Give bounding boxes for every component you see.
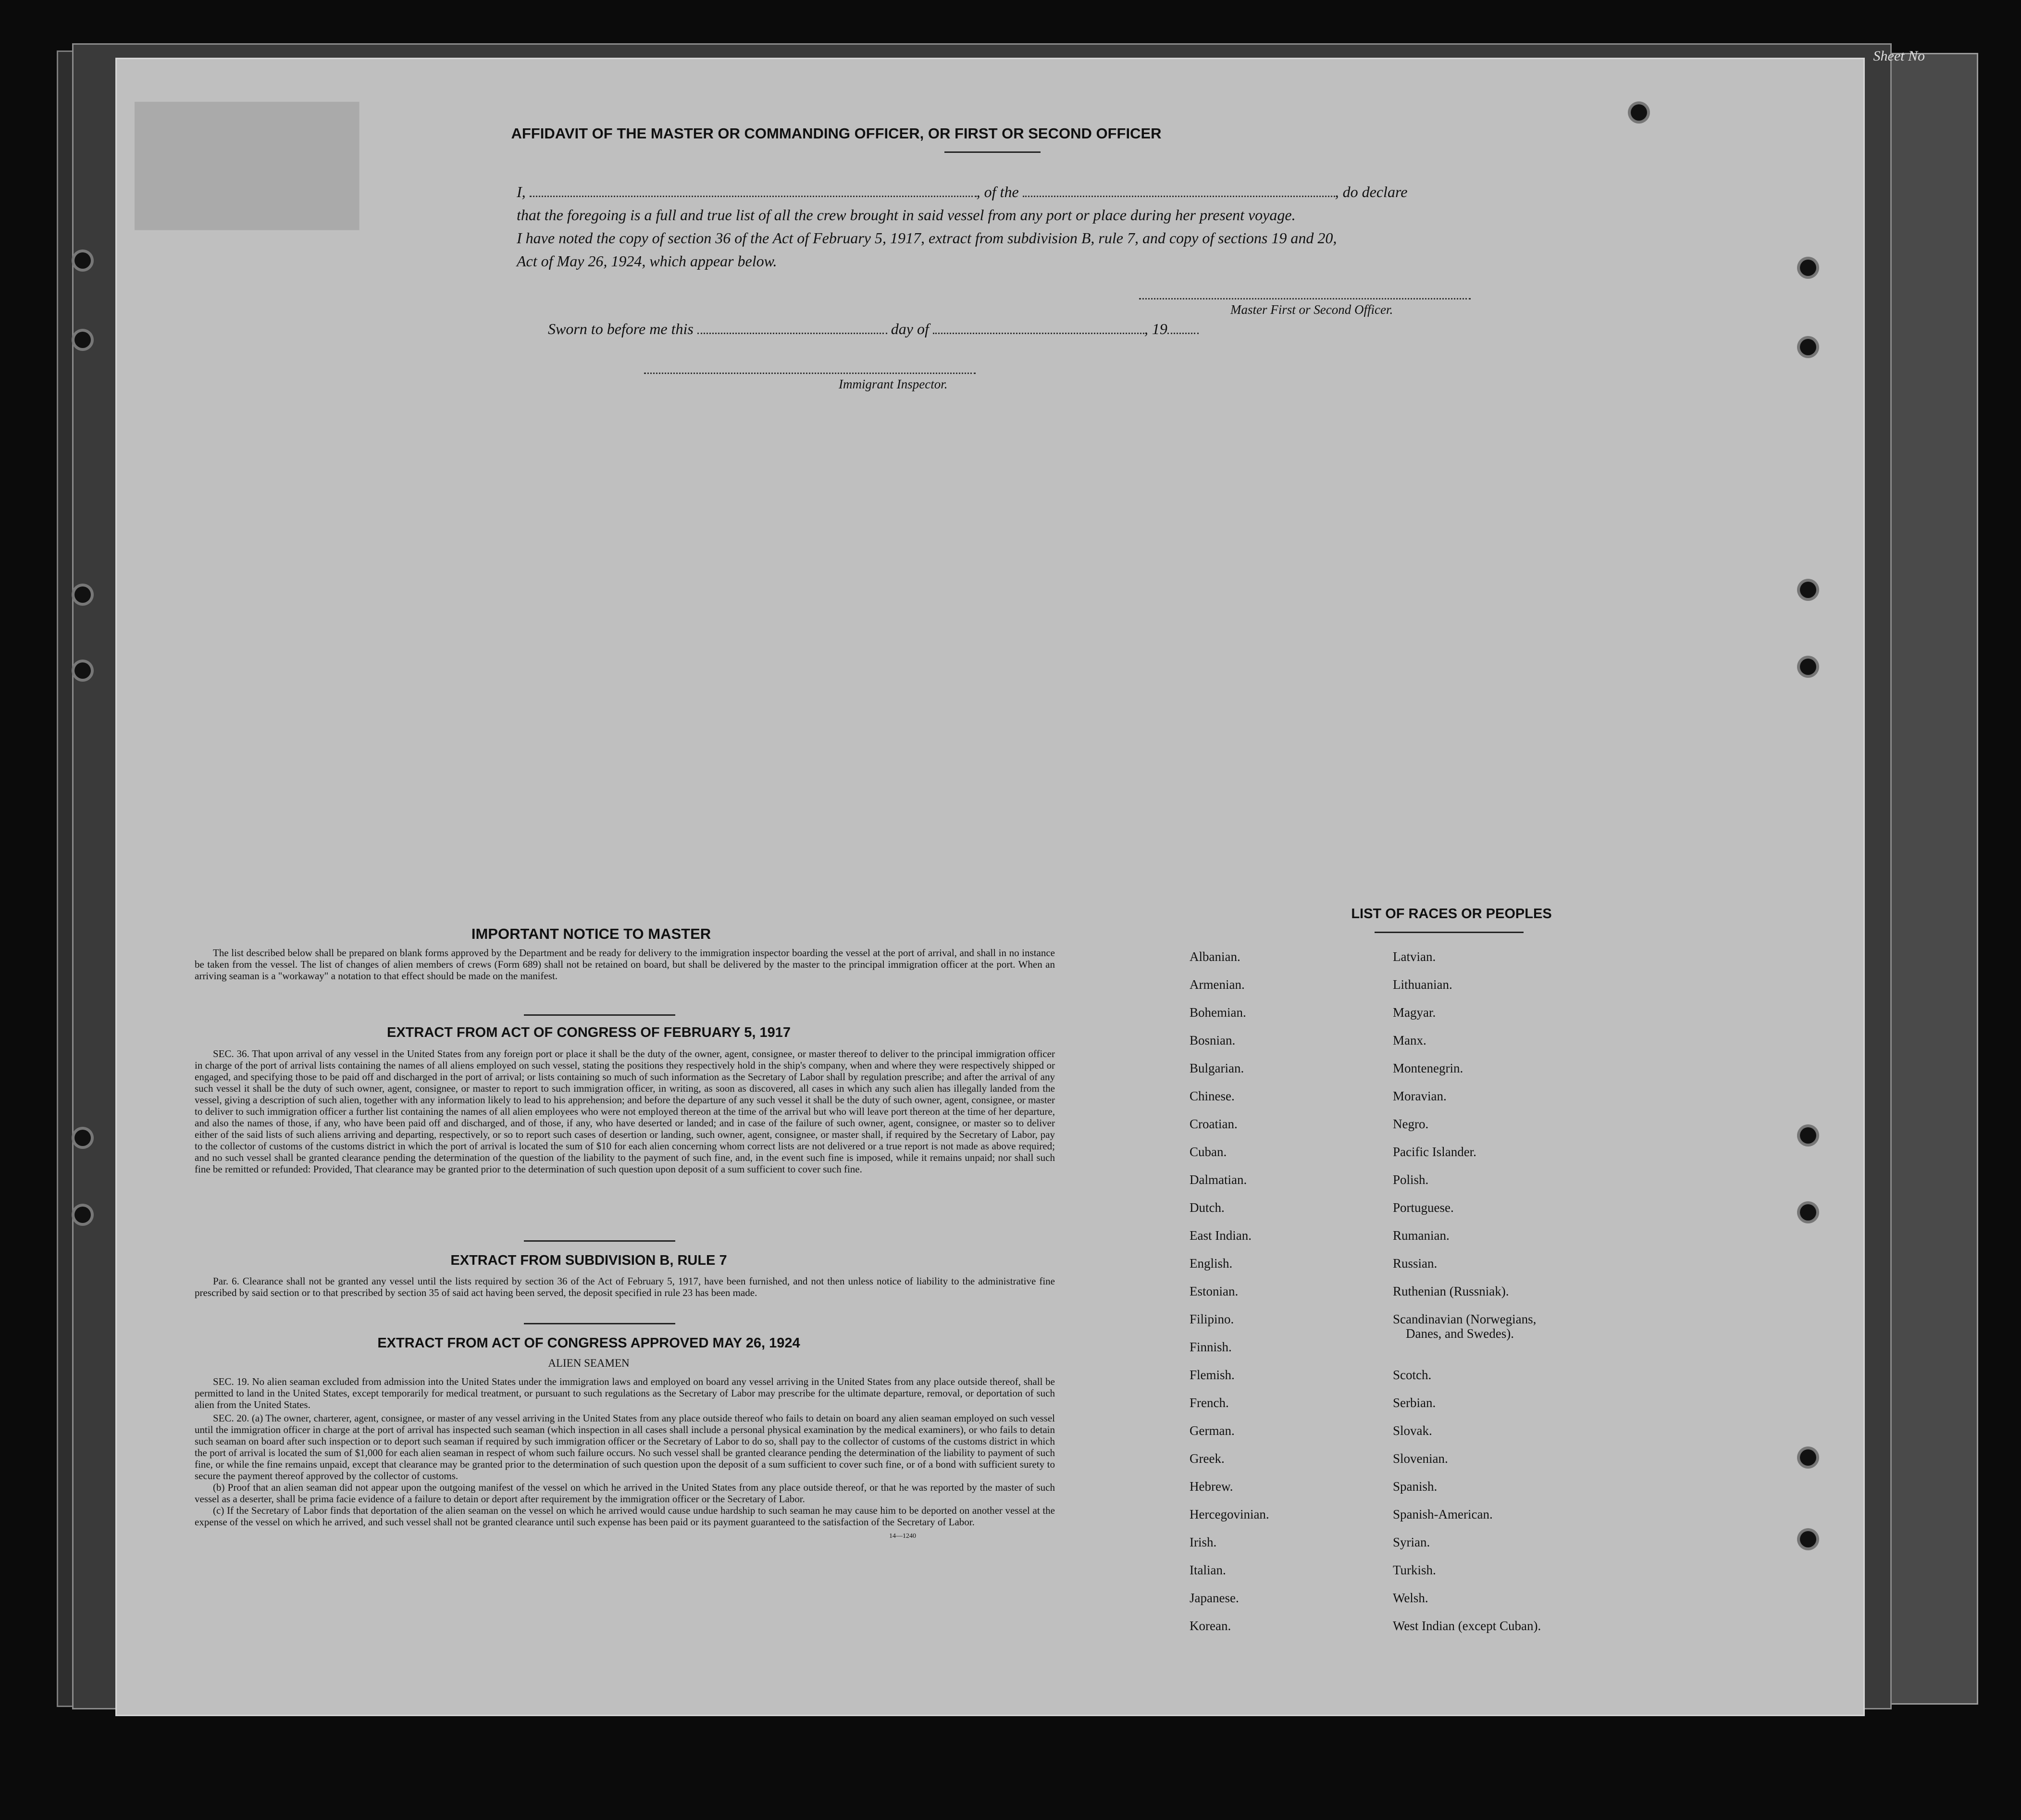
punch-hole xyxy=(74,1130,91,1146)
rule-7-title: EXTRACT FROM SUBDIVISION B, RULE 7 xyxy=(450,1253,727,1268)
manifest-page xyxy=(115,58,1865,1716)
day-of-label: day of xyxy=(891,320,929,337)
sworn-line xyxy=(548,317,1509,340)
race-item: Russian. xyxy=(1393,1256,1438,1271)
sec-19-body: SEC. 19. No alien seaman excluded from admission into the United States under the immigration laws and employed on board any vessel arriving in the United States from any place outside thereof, shall be permitted to land in the United States, except temporarily for medical treatment, or pursuant to such regulations as the Secretary of Labor may prescribe for the ultimate departure, removal, or deportation of such alien from the United States. xyxy=(195,1376,1055,1410)
race-item: Spanish. xyxy=(1393,1479,1438,1494)
affidavit-i-label: I, xyxy=(517,183,526,200)
race-item: Scandinavian (Norwegians, Danes, and Swedes). xyxy=(1393,1312,1537,1341)
race-item: Japanese. xyxy=(1190,1591,1239,1605)
punch-hole xyxy=(1800,1204,1816,1221)
divider xyxy=(524,1240,675,1242)
race-item: Dalmatian. xyxy=(1190,1172,1247,1187)
race-item: Filipino. xyxy=(1190,1312,1234,1326)
race-item: Lithuanian. xyxy=(1393,977,1452,992)
punch-hole xyxy=(74,662,91,679)
races-right-column xyxy=(1393,943,1662,1640)
race-item: Finnish. xyxy=(1190,1340,1232,1354)
sworn-day-blank[interactable] xyxy=(697,318,887,334)
master-signature-label: Master First or Second Officer. xyxy=(1230,302,1393,317)
inspector-signature-label: Immigrant Inspector. xyxy=(839,377,948,391)
affidavit-declare-label: , do declare xyxy=(1335,183,1408,200)
affidavit-line-1 xyxy=(517,180,1591,203)
race-item: Montenegrin. xyxy=(1393,1061,1463,1075)
race-item: Hercegovinian. xyxy=(1190,1507,1269,1521)
race-item: French. xyxy=(1190,1396,1229,1410)
punch-hole xyxy=(1631,104,1647,121)
sec-20a-body: SEC. 20. (a) The owner, charterer, agent, consignee, or master of any vessel arriving in the United States from any place outside thereof who fails to detain on board any alien seaman employed on such vessel until the immigration officer in charge at the port of arrival has inspected such seaman (which inspection in all cases shall include a personal physical examination by the medical examiners), or who fails to detain such seaman on board after such inspection or to deport such seaman if required by such immigration officer or the Secretary of Labor to do so, shall pay to the collector of customs of the customs district in which the port of arrival is located the sum of $1,000 for each alien seaman in respect of whom such failure occurs. No such vessel shall be granted clearance pending the determination of the liability to payment of such fine, or while the fine remains unpaid, except that clearance may be granted prior to the determination of such question upon the deposit of a sum sufficient to cover such fine, or of a bond with sufficient surety to secure the payment thereof approved by the collector of customs. xyxy=(195,1412,1055,1482)
sec-20c-body: (c) If the Secretary of Labor finds that deportation of the alien seaman on the vessel on which he arrived would cause undue hardship to such seaman he may cause him to be deported on another vessel at the expense of the vessel on which he arrived, and such vessel shall not be granted clearance until such expense has been paid or its payment guaranteed to the satisfaction of the Secretary of Labor. xyxy=(195,1505,1055,1528)
race-item: Scotch. xyxy=(1393,1368,1432,1382)
race-item: Rumanian. xyxy=(1393,1228,1450,1243)
sworn-month-blank[interactable] xyxy=(933,318,1144,334)
race-item: Manx. xyxy=(1393,1033,1426,1047)
race-item: German. xyxy=(1190,1423,1235,1438)
punch-hole xyxy=(1800,1531,1816,1547)
divider xyxy=(1375,932,1524,933)
race-item: Bulgarian. xyxy=(1190,1061,1244,1075)
divider xyxy=(944,151,1041,153)
master-signature-blank[interactable] xyxy=(1139,284,1471,299)
race-item: Estonian. xyxy=(1190,1284,1239,1298)
affidavit-of-label: , of the xyxy=(976,183,1019,200)
divider xyxy=(524,1014,675,1016)
race-item: Magyar. xyxy=(1393,1005,1436,1020)
form-number: 14—1240 xyxy=(889,1533,916,1540)
race-item: Turkish. xyxy=(1393,1563,1436,1577)
race-item: Pacific Islander. xyxy=(1393,1145,1476,1159)
race-item: Latvian. xyxy=(1393,949,1436,964)
extract-1917-title: EXTRACT FROM ACT OF CONGRESS OF FEBRUARY 5, 1917 xyxy=(386,1025,791,1040)
race-item: Albanian. xyxy=(1190,949,1240,964)
notice-body: The list described below shall be prepared on blank forms approved by the Department and be ready for delivery to the immigration inspector boarding the vessel at the port of arrival, and shall in no instance be taken from the vessel. The list of changes of alien members of crews (Form 689) shall not be retained on board, but shall be delivered by the master to the principal immigration officer at the port. When an arriving seaman is a "workaway" a notation to that effect should be made on the manifest. xyxy=(195,947,1055,982)
divider xyxy=(524,1323,675,1324)
race-item: Syrian. xyxy=(1393,1535,1430,1549)
sworn-year-blank[interactable] xyxy=(1167,318,1199,334)
race-item: Hebrew. xyxy=(1190,1479,1233,1494)
sec-20b-body: (b) Proof that an alien seaman did not appear upon the outgoing manifest of the vessel on which he arrived in the United States from any place outside thereof, or that he was reported by the master of such vessel as a deserter, shall be prima facie evidence of a failure to detain or deport after requirement by the immigration officer or the Secretary of Labor. xyxy=(195,1482,1055,1505)
race-item: Bosnian. xyxy=(1190,1033,1236,1047)
race-item: Spanish-American. xyxy=(1393,1507,1493,1521)
race-item: Chinese. xyxy=(1190,1089,1235,1103)
race-item: Portuguese. xyxy=(1393,1200,1454,1215)
punch-hole xyxy=(1800,659,1816,675)
affidavit-line-2: that the foregoing is a full and true list of all the crew brought in said vessel from any port or place during her present voyage. xyxy=(517,206,1296,224)
sheet-number-label: Sheet No xyxy=(1873,48,1925,64)
races-left-column xyxy=(1190,943,1382,1640)
punch-hole xyxy=(74,1207,91,1223)
race-item: Slovak. xyxy=(1393,1423,1432,1438)
affidavit-title: AFFIDAVIT OF THE MASTER OR COMMANDING OFFICER, OR FIRST OR SECOND OFFICER xyxy=(511,125,1162,142)
race-item: Cuban. xyxy=(1190,1145,1227,1159)
race-item: Croatian. xyxy=(1190,1117,1238,1131)
punch-hole xyxy=(1800,582,1816,598)
race-item: Moravian. xyxy=(1393,1089,1447,1103)
sworn-label: Sworn to before me this xyxy=(548,320,694,337)
punch-hole xyxy=(74,586,91,603)
races-title: LIST OF RACES OR PEOPLES xyxy=(1351,906,1552,922)
notice-title: IMPORTANT NOTICE TO MASTER xyxy=(471,925,711,942)
race-item: Dutch. xyxy=(1190,1200,1225,1215)
race-item: East Indian. xyxy=(1190,1228,1252,1243)
punch-hole xyxy=(1800,1449,1816,1466)
race-item: Greek. xyxy=(1190,1451,1225,1466)
race-item: Armenian. xyxy=(1190,977,1245,992)
punch-hole xyxy=(74,252,91,269)
race-item: Negro. xyxy=(1393,1117,1429,1131)
race-item: Italian. xyxy=(1190,1563,1226,1577)
extract-1924-title: EXTRACT FROM ACT OF CONGRESS APPROVED MAY 26, 1924 xyxy=(377,1335,800,1351)
race-item: Flemish. xyxy=(1190,1368,1235,1382)
punch-hole xyxy=(1800,260,1816,276)
year-label: , 19 xyxy=(1144,320,1167,337)
alien-seamen-subtitle: ALIEN SEAMEN xyxy=(548,1357,630,1369)
race-item: Ruthenian (Russniak). xyxy=(1393,1284,1509,1298)
race-item: West Indian (except Cuban). xyxy=(1393,1619,1541,1633)
rule-7-body: Par. 6. Clearance shall not be granted any vessel until the lists required by section 36 of the Act of February 5, 1917, have been furnished, and not then unless notice of liability to the administrative fine prescribed by said section or to that prescribed by section 35 of said act having been served, the deposit specified in rule 23 has been made. xyxy=(195,1275,1055,1298)
extract-1917-body: SEC. 36. That upon arrival of any vessel in the United States from any foreign port or place it shall be the duty of the owner, agent, consignee, or master thereof to deliver to the principal immigration officer in charge of the port of arrival lists containing the names of all aliens employed on such vessel, stating the positions they respectively hold in the ship's company, when and where they were respectively shipped or engaged, and specifying those to be paid off and discharged in the port of arrival; or lists containing so much of such information as the Secretary of Labor shall by regulation prescribe; and after the arrival of any such vessel it shall be the duty of such owner, agent, consignee, or master to report to such immigration officer, in writing, as soon as discovered, all cases in which any such alien has illegally landed from the vessel, giving a description of such alien, together with any information likely to lead to his apprehension; and before the departure of any such vessel it shall be the duty of such owner, agent, consignee, or master to deliver to such immigration officer a further list containing the names of all alien employees who were not employed thereon at the time of the arrival but who will leave port thereon at the time of her departure, and also the names of those, if any, who have been paid off and discharged, and of those, if any, who have deserted or landed; and in case of the failure of such owner, agent, consignee, or master so to deliver either of the said lists of such aliens arriving and departing, respectively, or so to report such cases of desertion or landing, such owner, agent, consignee, or master shall, if required by the Secretary of Labor, pay to the collector of customs of the customs district in which the port of arrival is located the sum of $10 for each alien concerning whom correct lists are not delivered or a true report is not made as above required; and no such vessel shall be granted clearance pending the determination of the question of the liability to the payment of such fine, and, in the event such fine is imposed, while it remains unpaid; nor shall such fine be remitted or refunded: Provided, That clearance may be granted prior to the determination of such question upon deposit of a sum sufficient to cover such fine. xyxy=(195,1048,1055,1175)
race-item: Bohemian. xyxy=(1190,1005,1246,1020)
race-item: Serbian. xyxy=(1393,1396,1436,1410)
inspector-signature-blank[interactable] xyxy=(644,358,976,374)
race-item: Irish. xyxy=(1190,1535,1217,1549)
punch-hole xyxy=(1800,1127,1816,1144)
punch-hole xyxy=(1800,339,1816,355)
affidavit-line-3: I have noted the copy of section 36 of the Act of February 5, 1917, extract from subdivision B, rule 7, and copy of sections 19 and 20, xyxy=(517,229,1337,247)
race-item: English. xyxy=(1190,1256,1233,1271)
bleed-through: ███ xyxy=(135,102,360,221)
punch-hole xyxy=(74,332,91,348)
race-item: Korean. xyxy=(1190,1619,1231,1633)
affidavit-line-4: Act of May 26, 1924, which appear below. xyxy=(517,252,777,270)
master-name-blank[interactable] xyxy=(530,181,977,197)
race-item: Polish. xyxy=(1393,1172,1429,1187)
race-item: Welsh. xyxy=(1393,1591,1428,1605)
race-item: Slovenian. xyxy=(1393,1451,1448,1466)
vessel-name-blank[interactable] xyxy=(1023,181,1335,197)
